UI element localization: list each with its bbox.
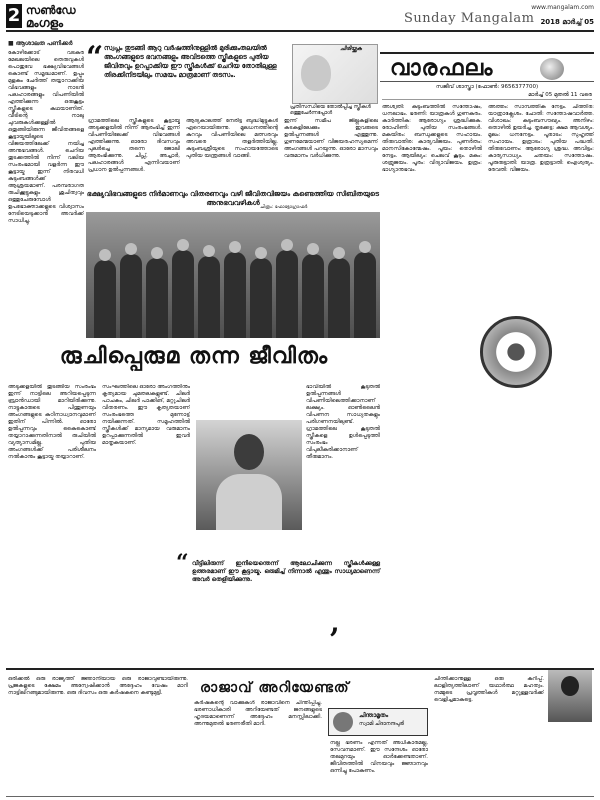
mid-column-3: ഇന്ന് സമീപ ജില്ലകളിലെ കടകളിലേക്കും ഇവരുടെ ഉൽപ്പന്നങ്ങൾ എത്തുന്നു. ഗുണമേന്മയാണ് വിജയരഹസ്യമെന്ന് അംഗങ്ങൾ പറയുന്നു. ഓരോ മാസവും വരുമാനം വർധിക്കുന്നു. xyxy=(284,118,378,159)
horoscope-column-1: അശ്വതി: കുടുംബത്തിൽ സന്തോഷം, ധനലാഭം. ഭരണി: യാത്രകൾ ഗുണകരം. കാർത്തിക: ആരോഗ്യം ശ്രദ്ധിക്കുക. രോഹിണി: പുതിയ സംരംഭങ്ങൾ. മകയിരം: ബന്ധുക്കളുടെ സഹായം. തിരുവാതിര: കാര്യവിജയം. പുണർതം: മാനസികോന്മേഷം. പൂയം: തൊഴിൽ നേട്ടം. ആയില്യം: ചെലവ് കൂടും. മകം: ശത്രുജയം. പൂരം: വിദ്യാവിജയം. ഉത്രം: ഭാഗ്യാനുഭവം. xyxy=(382,104,482,173)
horoscope-week: മാർച്ച് 05 മുതൽ 11 വരെ xyxy=(382,92,592,100)
bottom-column-3: നല്ല ഭരണം എന്നത് അധികാരമല്ല, സേവനമാണ്. ഈ സന്ദേശം ഓരോ തലമുറയും ഓർക്കേണ്ടതാണ്. ജീവിതത്തിൽ വിനയവും ജ്ഞാനവും ഒന്നിച്ചു പോകണം. xyxy=(330,740,428,774)
bottom-column-4: ചിന്തിക്കാനുള്ള ഒരു കുറിപ്പ്. ലാളിത്യത്തിലാണ് യഥാർത്ഥ മഹത്വം. നമ്മുടെ പ്രവൃത്തികൾ മറ്റുള്ളവർക്ക് വെളിച്ചമാകട്ടെ. xyxy=(434,676,544,703)
author-photo xyxy=(548,670,592,722)
edition-name: Sunday Mangalam xyxy=(404,11,535,26)
crystal-ball-icon xyxy=(540,58,564,80)
photo-person xyxy=(198,256,220,338)
photo-person xyxy=(276,250,298,338)
photo-person xyxy=(146,258,168,338)
portrait-body xyxy=(216,474,282,530)
quote-open-mark: “ xyxy=(86,40,104,75)
photo-person xyxy=(94,260,116,338)
mid-column-2: ആദ്യകാലത്ത് നേരിട്ട ബുദ്ധിമുട്ടുകൾ ഏറെയായിരുന്നു. മൂലധനത്തിന്റെ കുറവും വിപണിയിലെ മത്സരവും അവരെ തളർത്തിയില്ല. കുടുംബശ്രീയുടെ സഹായത്തോടെ പുതിയ യന്ത്രങ്ങൾ വാങ്ങി. xyxy=(186,118,278,159)
group-photo xyxy=(86,212,380,338)
website-url[interactable]: www.mangalam.com xyxy=(531,4,594,11)
photo-person xyxy=(250,258,272,338)
author-photo-head xyxy=(561,676,579,696)
left-article-body: കോ​ഴിക്കോട് വടകര മേഖലയിലെ തെരുവുകൾ പൊതുവേ ഭക്ഷ്യവിഭവങ്ങൾ കൊണ്ട് സമൃദ്ധമാണ്. ഉപ്പും മുളകും ചേർത്ത് തയ്യാറാക്കിയ വിഭവങ്ങളും നാടൻ പലഹാരങ്ങളും വിപണിയിൽ എത്തിക്കുന്ന ഒരുകൂട്ടം സ്ത്രീകളുടെ കഥയാണിത്. വീടിന്റെ നാലു ചുവരുകൾക്കുള്ളിൽ ഒതുങ്ങിയിരുന്ന ജീവിതങ്ങളെ കൂട്ടായ്മയിലൂടെ വിജയത്തിലേക്ക് നയിച്ച അനുഭവങ്ങൾ. ചെറിയ തുടക്കത്തിൽ നിന്ന് വലിയ സംരംഭമായി വളർന്ന ഈ കൂട്ടായ്മ ഇന്ന് നിരവധി കുടുംബങ്ങൾക്ക് ആശ്രയമാണ്. പരമ്പരാഗത രുചിക്കൂട്ടുകളും ശുചിത്വവും ഒത്തുചേരുമ്പോൾ ഉപഭോക്താക്കളുടെ വിശ്വാസം നേടിയെടുക്കാൻ അവർക്ക് സാധിച്ചു. xyxy=(8,50,84,224)
chinta-author: സ്വാമി ചിദാനന്ദപുരി xyxy=(359,721,405,727)
photo-credit: ചിത്രം: ഫോട്ടോഗ്രാഫർ xyxy=(260,205,308,210)
chinta-box xyxy=(328,708,428,736)
lower-column-2b xyxy=(196,384,302,418)
issue-date: 2018 മാർച്ച് 05 xyxy=(540,18,594,26)
portrait-photo xyxy=(196,420,302,530)
brand-line2: മംഗളം xyxy=(26,16,64,30)
footer-rule xyxy=(6,796,594,797)
photo-caption: ഭക്ഷ്യവിഭവങ്ങളുടെ നിർമാണവും വിതരണവും വഴി ജീവിതവിജയം കണ്ടെത്തിയ സിബിതയുടെ അനുഭവവഴികൾ xyxy=(86,190,380,207)
top-quote: സ്വപ്നം തുടങ്ങി ആറു വർഷത്തിനുള്ളിൽ മുരിക്കുംതലയിൽ അംഗങ്ങളുടെ ഭവനങ്ങളും അവിടത്തെ സ്ത്രീകളുടെ പുതിയ ജീവിതവും ഉറപ്പാക്കിയ ഈ സ്ത്രീകൾക്ക് ചെറിയ തോതിലുള്ള തിരക്കിനിടയിലും സമയം മാത്രമാണ് തടസം. xyxy=(104,44,277,79)
portrait-head xyxy=(234,434,264,470)
lower-column-2: സംഘത്തിലെ ഓരോ അംഗത്തിനും കൃത്യമായ ചുമതലകളുണ്ട്. ചിലർ പാചകം, ചിലർ പാക്കിങ്, മറ്റുചിലർ വിതരണം. ഈ കൃത്യതയാണ് സംരംഭത്തെ മുന്നോട്ട് നയിക്കുന്നത്. സമൂഹത്തിൽ സ്ത്രീകൾക്ക് മാന്യമായ വരുമാനം ഉറപ്പാക്കുന്നതിൽ ഇവർ മാതൃകയാണ്. xyxy=(102,384,190,446)
zodiac-wheel-icon xyxy=(480,316,552,388)
pull-quote-close-mark: , xyxy=(330,606,340,639)
photo-person xyxy=(328,258,350,338)
lower-column-3: ഭാവിയിൽ കൂടുതൽ ഉൽപ്പന്നങ്ങൾ വിപണിയിലെത്തിക്കാനാണ് ലക്ഷ്യം. ഓൺലൈൻ വിപണന സാധ്യതകളും പരിഗണനയിലുണ്ട്. ഗ്രാമത്തിലെ കൂടുതൽ സ്ത്രീകളെ ഉൾപ്പെടുത്തി സംരംഭം വിപുലീകരിക്കാനാണ് തീരുമാനം. xyxy=(306,384,380,460)
photo-person xyxy=(354,252,376,338)
mid-column-1: ഗ്രാമത്തിലെ സ്ത്രീകളുടെ കൂട്ടായ്മ അടുക്കളയിൽ നിന്ന് ആരംഭിച്ച് ഇന്ന് വിപണിയിലേക്ക് വിഭവങ്ങൾ എത്തിക്കുന്നു. ഓരോ ദിവസവും പുലർച്ചെ തന്നെ ജോലി ആരംഭിക്കുന്നു. ചിപ്സ്, അച്ചാർ, പലഹാരങ്ങൾ എന്നിവയാണ് പ്രധാന ഉൽപ്പന്നങ്ങൾ. xyxy=(88,118,180,173)
brand-line1: സൺഡേ xyxy=(26,4,76,17)
author-avatar xyxy=(333,712,353,732)
photo-person xyxy=(172,250,194,338)
main-headline: രുചിപ്പെരുമ തന്ന ജീവിതം xyxy=(59,344,329,369)
page-header xyxy=(6,4,594,32)
horoscope-author: സജീവ് ശാസ്ത്രാ (ഫോൺ: 9656377700) xyxy=(435,84,539,90)
lower-column-1: അടുക്കളയിൽ തുടങ്ങിയ സംരംഭം ഇന്ന് നാട്ടിലെ അറിയപ്പെടുന്ന ബ്രാൻഡായി മാറിയിരിക്കുന്നു. നാട്ടുകാരുടെ പിന്തുണയും അംഗങ്ങളുടെ കഠിനാധ്വാനവുമാണ് ഇതിന് പിന്നിൽ. ഓരോ ഉൽപ്പന്നവും കൈകൊണ്ട് തയ്യാറാക്കുന്നതിനാൽ രുചിയിൽ വ്യത്യാസമില്ല. പുതിയ അംഗങ്ങൾക്ക് പരിശീലനം നൽകാനും കൂട്ടായ്മ തയ്യാറാണ്. xyxy=(8,384,96,460)
pull-quote: വീട്ടിലിരുന്ന് ഇനിയെന്തെന്ന് ആലോചിക്കുന്ന സ്ത്രീകൾക്കുള്ള ഉത്തരമാണ് ഈ കൂട്ടായ്മ. ഒരുമിച്ച് നിന്നാൽ എന്തും സാധ്യമാണെന്ന് അവർ തെളിയിക്കുന്നു. xyxy=(192,560,380,583)
bottom-column-2: കർഷകന്റെ വാക്കുകൾ രാജാവിനെ ചിന്തിപ്പിച്ചു. ഭരണാധികാരി അറിയേണ്ടത് ജനങ്ങളുടെ ഹൃദയമാണെന്ന് അദ്ദേഹം മനസ്സിലാക്കി. അന്നുമുതൽ ഭരണരീതി മാറി. xyxy=(194,700,322,727)
bottom-column-1: ഒരിക്കൽ ഒരു രാജ്യത്ത് ജ്ഞാനിയായ ഒരു രാജാവുണ്ടായിരുന്നു. പ്രജകളുടെ ക്ഷേമം അന്വേഷിക്കാൻ അദ്ദേഹം വേഷം മാറി നാട്ടിലിറങ്ങുമായിരുന്നു. ഒരു ദിവസം ഒരു കർഷകനെ കണ്ടുമുട്ടി. xyxy=(8,676,188,696)
cartoon-writer: ചിരിയ്ക്കുക xyxy=(340,46,362,52)
chinta-label: ചിന്താമൃതം xyxy=(359,712,389,719)
left-article xyxy=(8,40,84,340)
cartoon-face-icon xyxy=(301,55,331,91)
horoscope-title: വാരഫലം xyxy=(390,56,494,81)
photo-person xyxy=(120,254,142,338)
photo-person xyxy=(302,254,324,338)
byline: ■ ആശാലത പണിക്കർ xyxy=(8,40,73,47)
pull-quote-open-mark: “ xyxy=(176,550,189,576)
bottom-article-title: രാജാവ് അറിയേണ്ടത് xyxy=(200,680,350,696)
cartoon-image xyxy=(292,44,378,104)
cartoon-caption: പ്രതിസന്ധിയെ തോൽപ്പിച്ച സ്ത്രീകൾ ഒത്തുചേർന്നപ്പോൾ xyxy=(290,104,371,116)
brand-logo xyxy=(26,5,76,29)
horoscope-column-2: അത്തം: സാമ്പത്തിക നേട്ടം. ചിത്തിര: യാത്രാക്ലേശം. ചോതി: സന്തോഷവാർത്ത. വിശാഖം: കുടുംബസൗഖ്യം. അനിഴം: തൊഴിൽ ഉയർച്ച. തൃക്കേട്ട: ക്ഷമ ആവശ്യം. മൂലം: ധനനേട്ടം. പൂരാടം: സുഹൃത്ത് സഹായം. ഉത്രാടം: പുതിയ പദ്ധതി. തിരുവോണം: ആരോഗ്യ ശ്രദ്ധ. അവിട്ടം: കാര്യസാധ്യം. ചതയം: സന്തോഷം. പൂരുരുട്ടാതി: യാത്ര. ഉത്രട്ടാതി: ഐശ്വര്യം. രേവതി: വിജയം. xyxy=(488,104,594,173)
photo-person xyxy=(224,252,246,338)
page-number: 2 xyxy=(7,5,21,26)
